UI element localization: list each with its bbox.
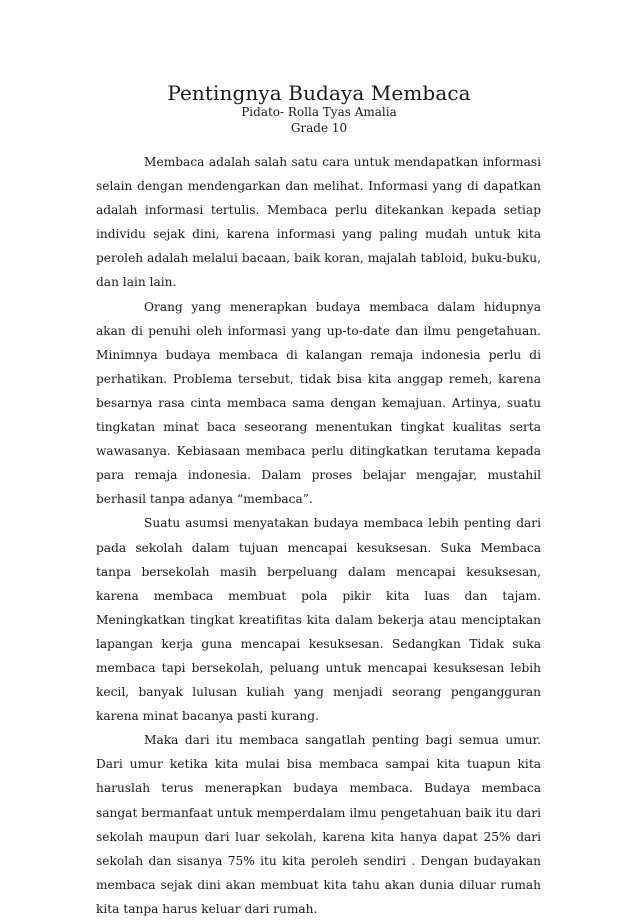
document-body	[96, 150, 541, 921]
paragraph-3: Suatu asumsi menyatakan budaya membaca lebih penting dari pada sekolah dalam tujuan mencapai kesuksesan. Suka Membaca tanpa bersekolah masih berpeluang dalam mencapai kesuksesan, karena membaca membuat pola pikir kita luas dan tajam. Meningkatkan tingkat kreatifitas kita dalam bekerja atau menciptakan lapangan kerja guna mencapai kesuksesan. Sedangkan Tidak suka membaca tapi bersekolah, peluang untuk mencapai kesuksesan lebih kecil, banyak lulusan kuliah yang menjadi seorang pengangguran karena minat bacanya pasti kurang.	[96, 516, 541, 724]
grade-line: Grade 10	[290, 121, 348, 135]
paragraph-2: Orang yang menerapkan budaya membaca dalam hidupnya akan di penuhi oleh informasi yang up-to-date dan ilmu pengetahuan. Minimnya budaya membaca di kalangan remaja indonesia perlu di perhatikan. Problema tersebut, tidak bisa kita anggap remeh, karena besarnya rasa cinta membaca sama dengan kemajuan. Artinya, suatu tingkatan minat baca seseorang menentukan tingkat kualitas serta wawasanya. Kebiasaan membaca perlu ditingkatkan terutama kepada para remaja indonesia. Dalam proses belajar mengajar, mustahil berhasil tanpa adanya “membaca”.	[96, 299, 541, 507]
paragraph-1: Membaca adalah salah satu cara untuk mendapatkan informasi selain dengan mendengarkan dan melihat. Informasi yang di dapatkan adalah informasi tertulis. Membaca perlu ditekankan kepada setiap individu sejak dini, karena informasi yang paling mudah untuk kita peroleh adalah melalui bacaan, baik koran, majalah tabloid, buku-buku, dan lain lain.	[96, 155, 541, 290]
document-title: Pentingnya Budaya Membaca	[167, 81, 471, 105]
paragraph-4: Maka dari itu membaca sangatlah penting bagi semua umur. Dari umur ketika kita mulai bisa membaca sampai kita tuapun kita haruslah terus menerapkan budaya membaca. Budaya membaca sangat bermanfaat untuk memperdalam ilmu pengetahuan baik itu dari sekolah maupun dari luar sekolah, karena kita hanya dapat 25% dari sekolah dan sisanya 75% itu kita peroleh sendiri . Dengan budayakan membaca sejak dini akan membuat kita tahu akan dunia diluar rumah kita tanpa harus keluar dari rumah.	[96, 733, 541, 916]
author-line: Pidato- Rolla Tyas Amalia	[241, 105, 397, 119]
